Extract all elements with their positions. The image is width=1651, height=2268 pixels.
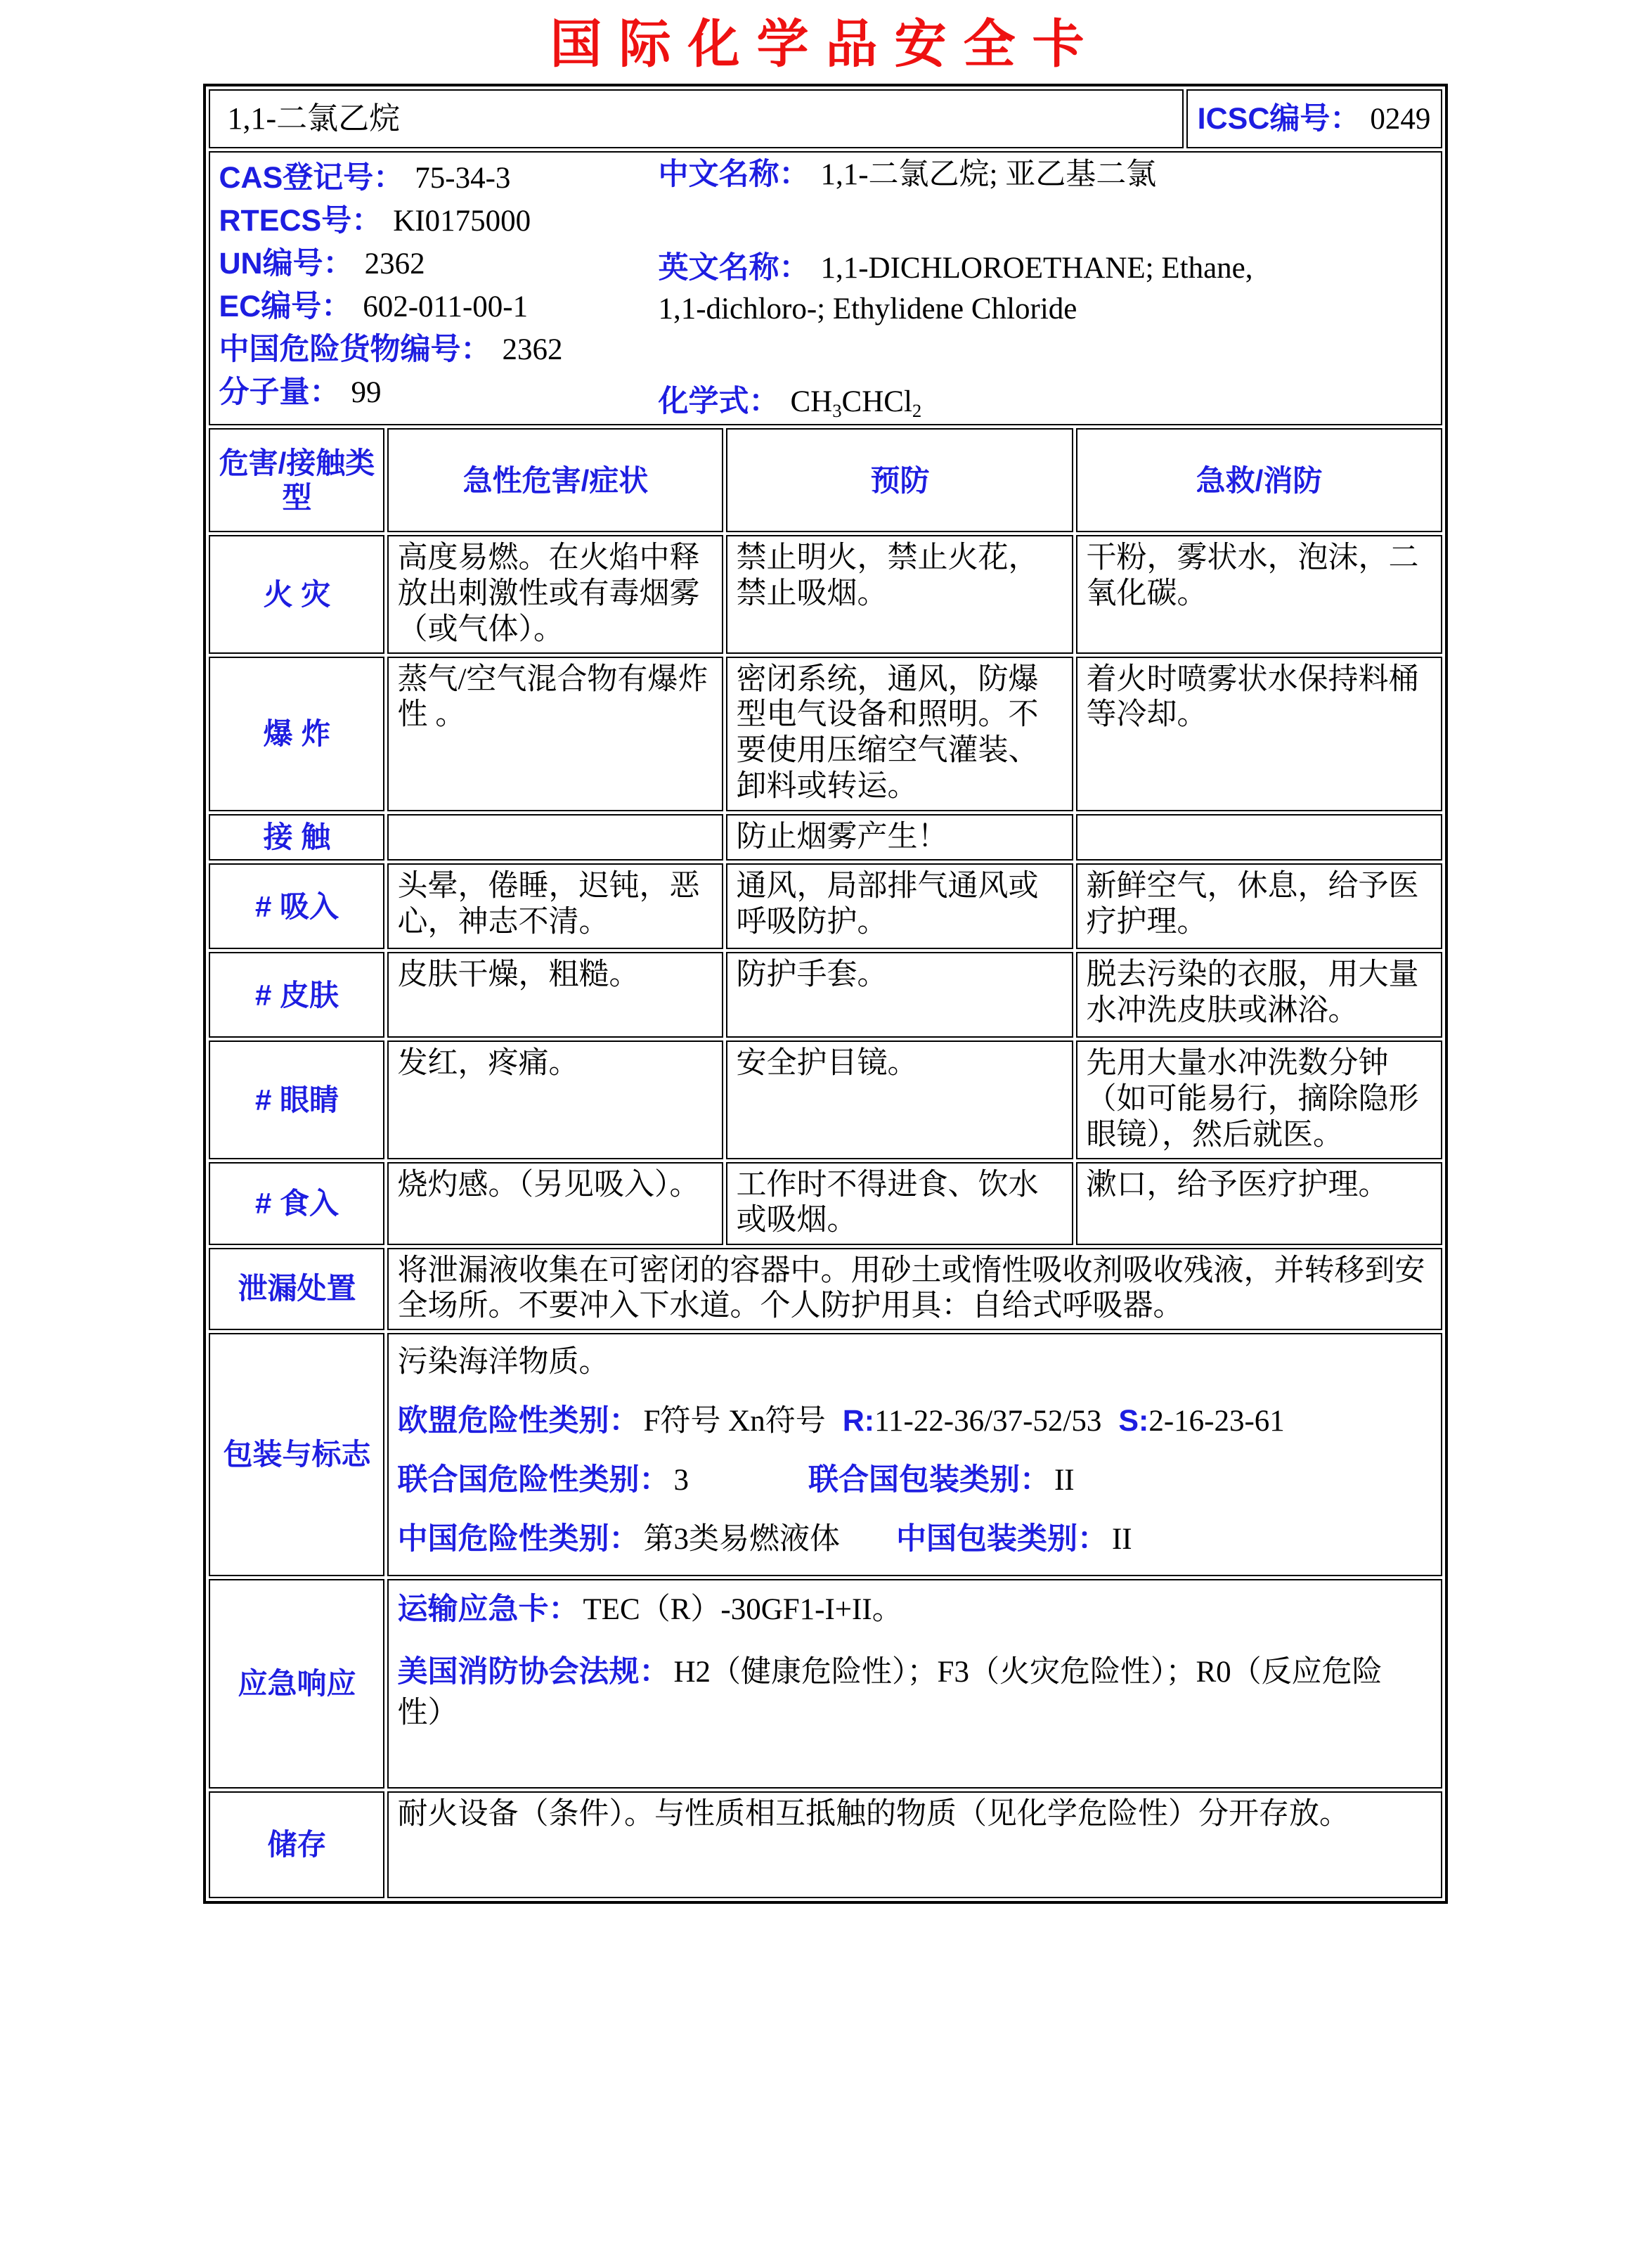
row-label-inhalation: # 吸入 <box>209 863 384 949</box>
un-classification-line: 联合国危险性类别： 3 联合国包装类别： II <box>397 1462 1075 1497</box>
hazard-row-exposure <box>209 814 1442 861</box>
exposure-prevention-cell: 防止烟雾产生！ <box>726 814 1073 861</box>
column-header-prevention: 预防 <box>726 428 1073 532</box>
emergency-response-row <box>209 1579 1442 1789</box>
icsc-label: ICSC编号： <box>1197 101 1361 136</box>
eyes-symptoms-cell: 发红，疼痛。 <box>387 1040 723 1159</box>
rtecs-number-line: RTECS号： KI0175000 <box>219 204 531 238</box>
column-header-hazard-type: 危害/接触类型 <box>209 428 384 532</box>
row-label-skin: # 皮肤 <box>209 952 384 1038</box>
storage-row <box>209 1791 1442 1898</box>
eu-classification-line: 欧盟危险性类别： F符号 Xn符号 R:11-22-36/37-52/53 S:2-16-23-61 <box>397 1403 1285 1438</box>
transport-emergency-card-line: 运输应急卡： TEC（R）-30GF1-I+II。 <box>397 1592 902 1626</box>
identifiers-right-column <box>658 157 1432 420</box>
row-label-ingestion: # 食入 <box>209 1162 384 1245</box>
fire-first-aid-cell: 干粉，雾状水，泡沫，二氧化碳。 <box>1076 535 1442 653</box>
row-label-exposure: 接 触 <box>209 814 384 861</box>
identifiers-left-column <box>219 157 658 420</box>
marine-pollutant-line: 污染海洋物质。 <box>397 1346 609 1379</box>
chinese-name-line: 中文名称： 1,1-二氯乙烷; 亚乙基二氯 <box>658 157 1157 192</box>
chemical-formula: $CH_3CHCl_2$ <box>790 385 922 421</box>
identifiers-section <box>209 151 1442 425</box>
spill-disposal-text: 将泄漏液收集在可密闭的容器中。用砂土或惰性吸收剂吸收残液，并转移到安全场所。不要冲入下水道。个人防护用具：自给式呼吸器。 <box>387 1248 1442 1330</box>
hazard-row-skin <box>209 952 1442 1038</box>
eyes-first-aid-cell: 先用大量水冲洗数分钟（如可能易行，摘除隐形眼镜），然后就医。 <box>1076 1040 1442 1159</box>
exposure-first-aid-cell <box>1076 814 1442 861</box>
explosion-prevention-cell: 密闭系统，通风，防爆型电气设备和照明。不要使用压缩空气灌装、卸料或转运。 <box>726 657 1073 811</box>
fire-symptoms-cell: 高度易燃。在火焰中释放出刺激性或有毒烟雾（或气体）。 <box>387 535 723 653</box>
skin-symptoms-cell: 皮肤干燥，粗糙。 <box>387 952 723 1038</box>
hazard-row-eyes <box>209 1040 1442 1159</box>
explosion-symptoms-cell: 蒸气/空气混合物有爆炸性 。 <box>387 657 723 811</box>
skin-prevention-cell: 防护手套。 <box>726 952 1073 1038</box>
hazard-row-inhalation <box>209 863 1442 949</box>
icsc-number-box <box>1186 89 1442 148</box>
ingestion-prevention-cell: 工作时不得进食、饮水或吸烟。 <box>726 1162 1073 1245</box>
column-header-symptoms: 急性危害/症状 <box>387 428 723 532</box>
packaging-labelling-cell <box>387 1333 1442 1576</box>
china-classification-line: 中国危险性类别： 第3类易燃液体 中国包装类别： II <box>397 1521 1132 1556</box>
row-label-fire: 火 灾 <box>209 535 384 653</box>
substance-name: 1,1-二氯乙烷 <box>209 89 1183 148</box>
row-label-emergency-response: 应急响应 <box>209 1579 384 1789</box>
row-label-eyes: # 眼睛 <box>209 1040 384 1159</box>
chemical-formula-line: 化学式： $CH_3CHCl_2$ <box>658 384 922 421</box>
row-label-spill-disposal: 泄漏处置 <box>209 1248 384 1330</box>
header-row <box>209 89 1442 148</box>
row-label-packaging: 包装与标志 <box>209 1333 384 1576</box>
packaging-labelling-row <box>209 1333 1442 1576</box>
china-dangerous-goods-number-line: 中国危险货物编号： 2362 <box>219 333 563 367</box>
un-number-line: UN编号： 2362 <box>219 247 425 281</box>
explosion-first-aid-cell: 着火时喷雾状水保持料桶等冷却。 <box>1076 657 1442 811</box>
exposure-symptoms-cell <box>387 814 723 861</box>
row-label-explosion: 爆 炸 <box>209 657 384 811</box>
inhalation-first-aid-cell: 新鲜空气，休息，给予医疗护理。 <box>1076 863 1442 949</box>
ingestion-symptoms-cell: 烧灼感。（另见吸入）。 <box>387 1162 723 1245</box>
ingestion-first-aid-cell: 漱口，给予医疗护理。 <box>1076 1162 1442 1245</box>
eyes-prevention-cell: 安全护目镜。 <box>726 1040 1073 1159</box>
fire-prevention-cell: 禁止明火，禁止火花，禁止吸烟。 <box>726 535 1073 653</box>
hazard-row-explosion <box>209 657 1442 811</box>
skin-first-aid-cell: 脱去污染的衣服，用大量水冲洗皮肤或淋浴。 <box>1076 952 1442 1038</box>
inhalation-symptoms-cell: 头晕，倦睡，迟钝，恶心，神志不清。 <box>387 863 723 949</box>
page-title: 国际化学品安全卡 <box>550 16 1101 74</box>
icsc-number: 0249 <box>1370 102 1431 136</box>
spill-disposal-row <box>209 1248 1442 1330</box>
hazard-header-row <box>209 428 1442 532</box>
english-name-line: 英文名称： 1,1-DICHLOROETHANE; Ethane, 1,1-dichloro-; Ethylidene Chloride <box>658 250 1253 326</box>
hazard-row-ingestion <box>209 1162 1442 1245</box>
molecular-weight-line: 分子量： 99 <box>219 375 382 410</box>
hazard-row-fire <box>209 535 1442 653</box>
identifiers-row <box>209 151 1442 425</box>
icsc-card-table <box>203 84 1447 1904</box>
emergency-response-cell <box>387 1579 1442 1789</box>
nfpa-code-line: 美国消防协会法规： H2（健康危险性）；F3（火灾危险性）；R0（反应危险性） <box>397 1655 1383 1730</box>
inhalation-prevention-cell: 通风，局部排气通风或呼吸防护。 <box>726 863 1073 949</box>
column-header-first-aid: 急救/消防 <box>1076 428 1442 532</box>
cas-number-line: CAS登记号： 75-34-3 <box>219 161 511 195</box>
storage-text: 耐火设备（条件）。与性质相互抵触的物质（见化学危险性）分开存放。 <box>387 1791 1442 1898</box>
ec-number-line: EC编号： 602-011-00-1 <box>219 290 529 324</box>
row-label-storage: 储存 <box>209 1791 384 1898</box>
